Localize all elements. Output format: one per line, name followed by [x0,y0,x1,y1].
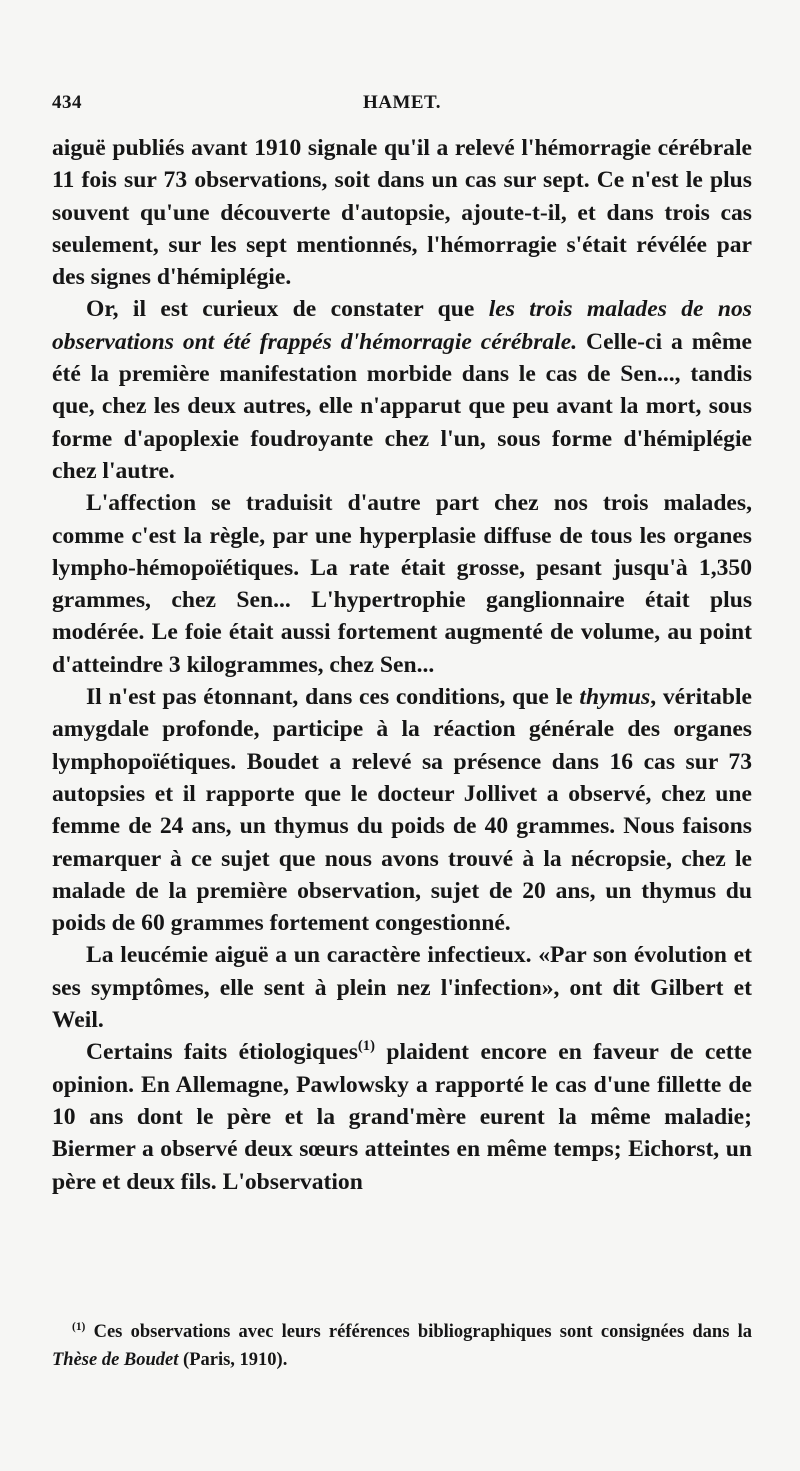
footnote-text-end: (Paris, 1910). [178,1350,288,1370]
body-text [52,132,752,1198]
paragraph-2-start: Or, il est curieux de constater que [86,296,489,323]
paragraph-4-start: Il n'est pas étonnant, dans ces conditions, que le [86,684,580,711]
running-head: HAMET. [362,92,442,113]
footnote-text-start: Ces observations avec leurs références bibliographiques sont consignées dans la [85,1322,752,1342]
paragraph-1-text: aiguë publiés avant 1910 signale qu'il a relevé l'hémorragie cérébrale 11 fois sur 73 observations, soit dans un cas sur sept. Ce n'est le plus souvent qu'une découverte d'autopsie, ajoute-t-il, et dans trois cas seulement, sur les sept mentionnés, l'hémorragie s'était révélée par des signes d'hémiplégie. [52,135,752,291]
footnote-marker: (1) [72,1320,86,1333]
paragraph-6-end: plaident encore en faveur de cette opinion. En Allemagne, Pawlowsky a rapporté le cas d'une fillette de 10 ans dont le père et la grand'mère eurent la même maladie; Biermer a observé deux sœurs atteintes en même temps; Eichorst, un père et deux fils. L'observation [52,1039,752,1195]
footnote-reference: (1) [357,1038,375,1055]
paragraph-4-end: , véritable amygdale profonde, participe à la réaction générale des organes lymphopoïétiques. Boudet a relevé sa présence dans 16 cas sur 73 autopsies et il rapporte que le docteur Jollivet a observé, chez une femme de 24 ans, un thymus du poids de 40 grammes. Nous faisons remarquer à ce sujet que nous avons trouvé à la nécropsie, chez le malade de la première observation, sujet de 20 ans, un thymus du poids de 60 grammes fortement congestionné. [52,684,752,937]
paragraph-3 [52,487,752,681]
paragraph-2 [52,293,752,487]
footnote [52,1318,752,1374]
paragraph-5 [52,939,752,1036]
paragraph-6 [52,1036,752,1197]
paragraph-4-emphasis: thymus [579,684,651,711]
paragraph-3-text: L'affection se traduisit d'autre part chez nos trois malades, comme c'est la règle, par une hyperplasie diffuse de tous les organes lympho-hémopoïétiques. La rate était grosse, pesant jusqu'à 1,350 grammes, chez Sen... L'hypertrophie ganglionnaire était plus modérée. Le foie était aussi fortement augmenté de volume, au point d'atteindre 3 kilogrammes, chez Sen... [52,490,752,678]
paragraph-2-end: Celle-ci a même été la première manifestation morbide dans le cas de Sen..., tandis que, chez les deux autres, elle n'apparut que peu avant la mort, sous forme d'apoplexie foudroyante chez l'un, sous forme d'hémiplégie chez l'autre. [52,328,752,484]
page-header [52,92,752,122]
footnote-text [52,1318,752,1374]
paragraph-1 [52,132,752,293]
paragraph-6-start: Certains faits étiologiques [86,1039,358,1066]
paragraph-5-text: La leucémie aiguë a un caractère infectieux. «Par son évolution et ses symptômes, elle sent à plein nez l'infection», ont dit Gilbert et Weil. [52,942,752,1034]
paragraph-4 [52,681,752,939]
page-number: 434 [52,92,82,113]
footnote-emphasis: Thèse de Boudet [52,1350,179,1370]
paragraph-2-emphasis: les trois malades de nos observations ont été frappés d'hémorragie cérébrale. [52,296,752,355]
